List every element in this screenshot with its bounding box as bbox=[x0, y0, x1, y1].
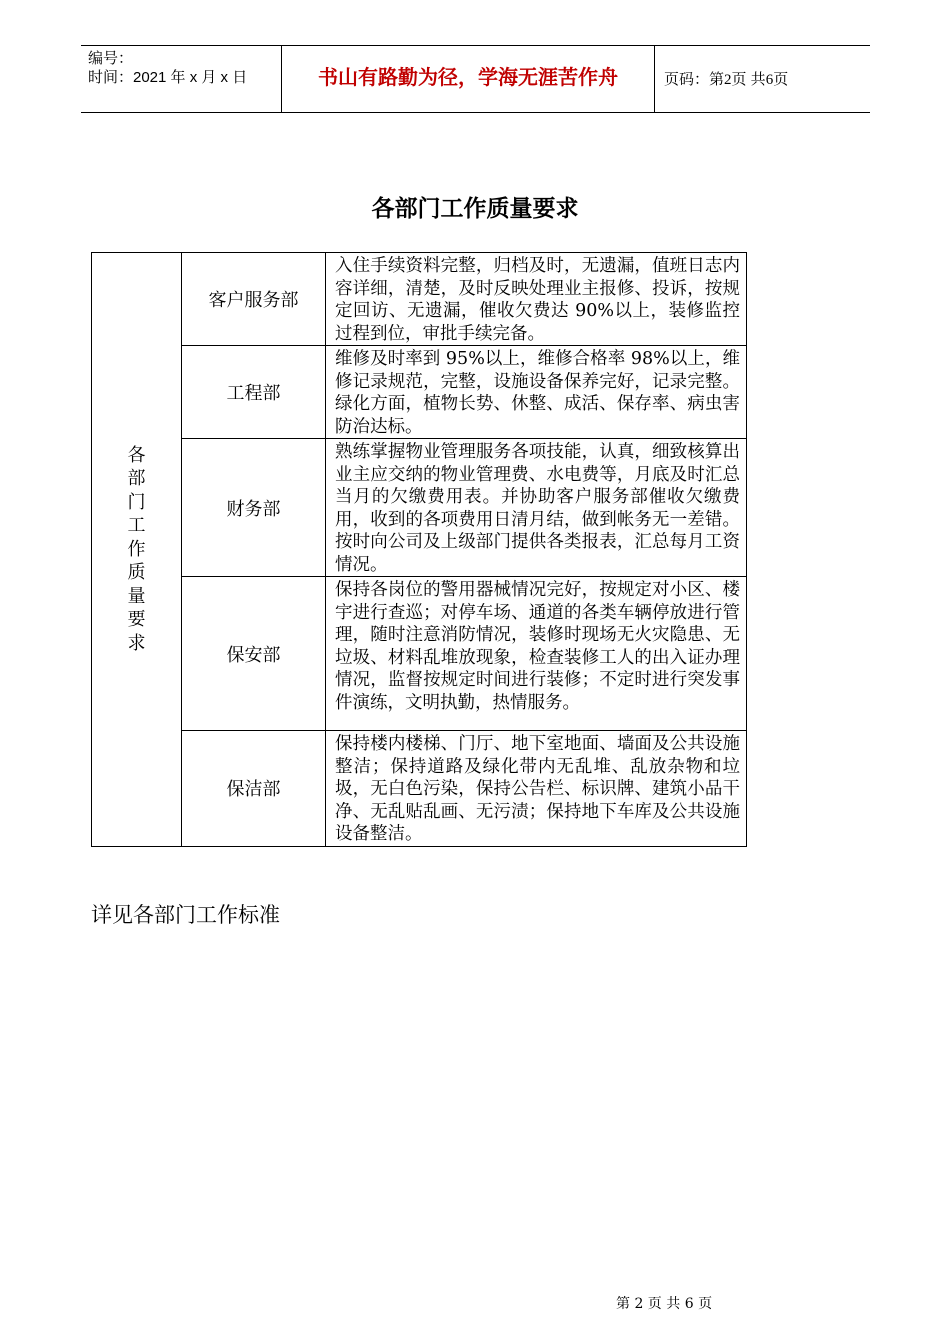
table-row bbox=[92, 439, 747, 577]
side-label: 各部门工作质量要求 bbox=[127, 444, 146, 654]
header-meta bbox=[88, 49, 247, 87]
document-title: 各部门工作质量要求 bbox=[371, 195, 579, 222]
dept-name: 保安部 bbox=[182, 577, 326, 731]
header-divider-left bbox=[281, 45, 282, 113]
header-divider-right bbox=[654, 45, 655, 113]
header-top-rule bbox=[81, 45, 870, 46]
dept-description: 熟练掌握物业管理服务各项技能，认真，细致核算出业主应交纳的物业管理费、水电费等，月底及时汇总当月的欠缴费用表。并协助客户服务部催收欠缴费用，收到的各项费用日清月结，做到帐务无一差错。按时向公司及上级部门提供各类报表，汇总每月工资情况。 bbox=[326, 439, 747, 577]
dept-name: 财务部 bbox=[182, 439, 326, 577]
header-motto: 书山有路勤为径，学海无涯苦作舟 bbox=[318, 65, 618, 89]
header-number-label: 编号： bbox=[88, 50, 134, 67]
header-page-current: 2 bbox=[724, 72, 732, 88]
header-page-prefix: 页码：第 bbox=[664, 71, 725, 88]
table-row bbox=[92, 731, 747, 847]
dept-name: 工程部 bbox=[182, 346, 326, 439]
dept-description: 维修及时率到 95%以上，维修合格率 98%以上，维修记录规范，完整，设施设备保养完好，记录完整。绿化方面，植物长势、休整、成活、保存率、病虫害防治达标。 bbox=[326, 346, 747, 439]
header-time-label: 时间：2021 年 x 月 x 日 bbox=[88, 69, 248, 86]
side-label-cell bbox=[92, 253, 182, 847]
header-bottom-rule bbox=[81, 112, 870, 113]
table-row bbox=[92, 346, 747, 439]
requirements-table bbox=[91, 252, 747, 847]
table-row bbox=[92, 253, 747, 346]
table-row bbox=[92, 577, 747, 731]
footer-page-number: 第 2 页 共 6 页 bbox=[616, 1296, 713, 1312]
header-page-suffix: 页 bbox=[773, 71, 789, 88]
dept-description: 保持各岗位的警用器械情况完好，按规定对小区、楼宇进行查巡；对停车场、通道的各类车辆停放进行管理，随时注意消防情况，装修时现场无火灾隐患、无垃圾、材料乱堆放现象，检查装修工人的出入证办理情况，监督按规定时间进行装修；不定时进行突发事件演练，文明执勤，热情服务。 bbox=[326, 577, 747, 731]
dept-name: 保洁部 bbox=[182, 731, 326, 847]
dept-description: 保持楼内楼梯、门厅、地下室地面、墙面及公共设施整洁；保持道路及绿化带内无乱堆、乱放杂物和垃圾，无白色污染，保持公告栏、标识牌、建筑小品干净、无乱贴乱画、无污渍；保持地下车库及公共设施设备整洁。 bbox=[326, 731, 747, 847]
header-page-total: 6 bbox=[765, 72, 774, 88]
header-page-info bbox=[664, 70, 788, 90]
reference-note: 详见各部门工作标准 bbox=[91, 903, 280, 927]
dept-name: 客户服务部 bbox=[182, 253, 326, 346]
dept-description: 入住手续资料完整，归档及时，无遗漏，值班日志内容详细，清楚，及时反映处理业主报修、投诉，按规定回访、无遗漏，催收欠费达 90%以上，装修监控过程到位，审批手续完备。 bbox=[326, 253, 747, 346]
header-page-mid: 页 共 bbox=[731, 71, 766, 88]
